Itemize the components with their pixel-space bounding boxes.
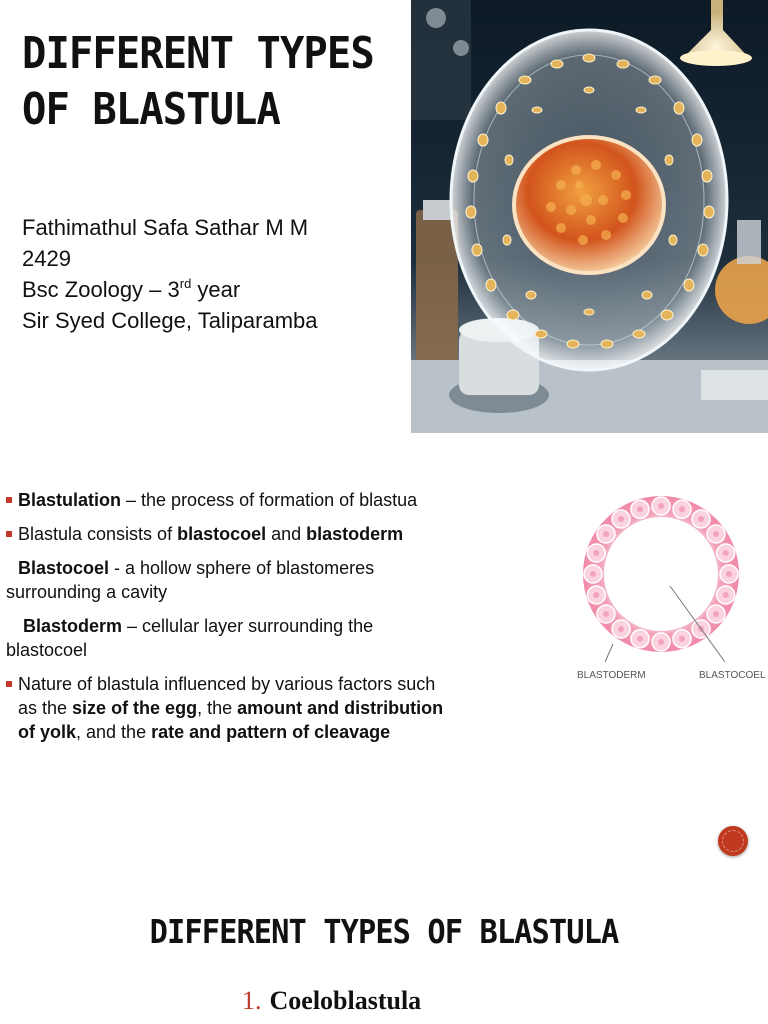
blastomere-nucleus [658,639,664,645]
term-yolk-amount: amount and distribution [237,698,444,718]
definition-blastocoel [6,556,566,604]
slide3-title: DIFFERENT TYPES OF BLASTULA [149,912,619,951]
definition-blastoderm [6,614,566,662]
blastomere-nucleus [618,516,624,522]
slide-title [0,0,768,433]
blastomere-nucleus [679,636,685,642]
blastomere-nucleus [603,611,609,617]
blastomere-nucleus [698,516,704,522]
author-name: Fathimathul Safa Sathar M M [22,215,309,240]
list-number: 1. [242,986,262,1015]
course-suffix: year [191,277,241,302]
blastomere-nucleus [637,506,643,512]
label-blastoderm: BLASTODERM [577,670,646,681]
type-coeloblastula: Coeloblastula [269,986,422,1015]
label-blastocoel: BLASTOCOEL [699,670,766,681]
slide-blastula-overview [0,466,768,876]
term-size-of-egg: size of the egg [72,698,198,718]
term-of-yolk: of yolk [18,722,77,742]
course-line [22,274,318,305]
bullet3-line2: as the size of the egg, the amount and distribution [18,698,444,718]
bullet2-text: Blastula consists of [18,524,178,544]
blastomere-nucleus [713,531,719,537]
course-superscript: rd [179,276,192,291]
bullet1-text: – the process of formation of blastua [121,490,418,510]
term-blastulation: Blastulation [18,490,122,510]
slide-title-heading [22,26,374,138]
def-blastocoel-text: - a hollow sphere of blastomeres [109,558,375,578]
blastomere-nucleus [723,592,729,598]
author-block [22,212,318,336]
bullet-marker [6,531,12,537]
title-line-2: OF BLASTULA [22,84,280,135]
def-blastoderm-cont: blastocoel [6,640,88,660]
blastomere-nucleus [679,506,685,512]
slide2-text-body [6,488,566,754]
def-blastocoel-term: Blastocoel [18,558,110,578]
blastomere-nucleus [590,571,596,577]
blastomere-nucleus [726,571,732,577]
bullet3-line3: of yolk, and the rate and pattern of cleavage [18,722,391,742]
blastomere-nucleus [618,626,624,632]
bullet3-line1: Nature of blastula influenced by various factors such [18,674,436,694]
term-blastocoel: blastocoel [177,524,267,544]
blastula-diagram [565,476,768,686]
title-line-1: DIFFERENT TYPES [22,28,374,79]
bullet-marker [6,681,12,687]
embryo-lab-photo [411,0,768,433]
slide-types [0,900,768,1024]
blastomere-nucleus [593,592,599,598]
def-blastoderm-term: Blastoderm [23,616,123,636]
blastomere-nucleus [723,550,729,556]
roll-number: 2429 [22,246,71,271]
blastomere-nucleus [658,503,664,509]
blastomere-nucleus [713,611,719,617]
types-list-item [242,986,421,1016]
bullet-marker [6,497,12,503]
def-blastoderm-text: – cellular layer surrounding the [122,616,374,636]
bullet-blastulation [6,488,566,512]
term-blastoderm: blastoderm [306,524,404,544]
bullet2-mid: and [266,524,307,544]
course-prefix: Bsc Zoology – 3 [22,277,180,302]
bullet-nature-of-blastula [6,672,566,744]
blastomere-nucleus [637,636,643,642]
def-blastocoel-cont: surrounding a cavity [6,582,168,602]
blastoderm-pointer [605,644,613,662]
college-name: Sir Syed College, Taliparamba [22,308,318,333]
term-cleavage: rate and pattern of cleavage [151,722,391,742]
blastomere-nucleus [603,531,609,537]
slide-nav-dot[interactable] [718,826,748,856]
bullet-blastula-consists [6,522,566,546]
blastomere-nucleus [593,550,599,556]
